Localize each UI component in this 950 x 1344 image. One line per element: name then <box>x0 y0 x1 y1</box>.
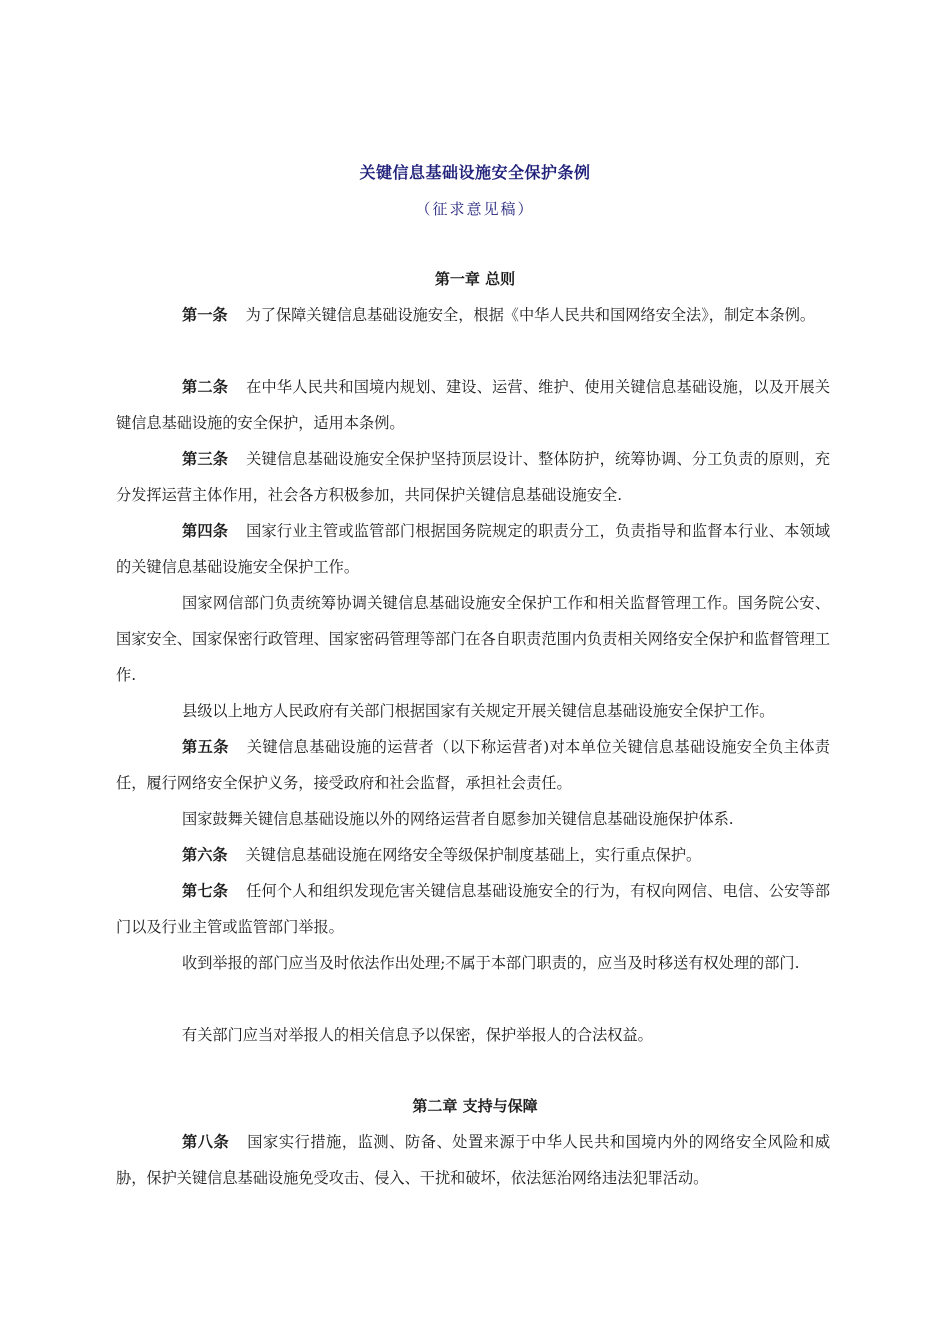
paragraph: 国家网信部门负责统筹协调关键信息基础设施安全保护工作和相关监督管理工作。国务院公安、国家安全、国家保密行政管理、国家密码管理等部门在各自职责范围内负责相关网络安全保护和监督管理工作. <box>116 594 830 684</box>
article-number: 第二条 <box>182 378 229 396</box>
document-subtitle: （征求意见稿） <box>415 200 535 218</box>
article-number: 第五条 <box>182 738 229 756</box>
article-number: 第一条 <box>182 306 228 324</box>
article-paragraph <box>116 297 830 333</box>
article-paragraph <box>116 513 830 585</box>
article-paragraph <box>116 1124 830 1196</box>
article-paragraph <box>116 729 830 801</box>
article-number: 第三条 <box>182 450 229 468</box>
article-number: 第四条 <box>182 522 229 540</box>
article-number: 第八条 <box>182 1133 230 1151</box>
chapter-heading: 第二章 支持与保障 <box>412 1097 538 1115</box>
article-paragraph <box>116 837 830 873</box>
article-text: 为了保障关键信息基础设施安全，根据《中华人民共和国网络安全法》，制定本条例。 <box>245 306 816 324</box>
article-number: 第七条 <box>182 882 229 900</box>
article-text: 在中华人民共和国境内规划、建设、运营、维护、使用关键信息基础设施，以及开展关键信息基础设施的安全保护，适用本条例。 <box>116 378 831 432</box>
article-text: 关键信息基础设施的运营者（以下称运营者)对本单位关键信息基础设施安全负主体责任，履行网络安全保护义务，接受政府和社会监督，承担社会责任。 <box>116 738 830 792</box>
chapter-heading: 第一章 总则 <box>434 270 516 288</box>
document-title: 关键信息基础设施安全保护条例 <box>359 163 591 182</box>
article-paragraph <box>116 441 830 513</box>
paragraph: 国家鼓舞关键信息基础设施以外的网络运营者自愿参加关键信息基础设施保护体系. <box>182 810 734 828</box>
article-number: 第六条 <box>182 846 228 864</box>
paragraph: 有关部门应当对举报人的相关信息予以保密，保护举报人的合法权益。 <box>182 1026 653 1044</box>
paragraph: 县级以上地方人民政府有关部门根据国家有关规定开展关键信息基础设施安全保护工作。 <box>182 702 775 720</box>
article-text: 国家行业主管或监管部门根据国务院规定的职责分工，负责指导和监督本行业、本领域的关键信息基础设施安全保护工作。 <box>116 522 831 576</box>
article-paragraph <box>116 873 830 945</box>
article-paragraph <box>116 369 830 441</box>
paragraph: 收到举报的部门应当及时依法作出处理;不属于本部门职责的，应当及时移送有权处理的部门. <box>182 954 800 972</box>
article-text: 关键信息基础设施在网络安全等级保护制度基础上，实行重点保护。 <box>245 846 702 864</box>
article-text: 国家实行措施，监测、防备、处置来源于中华人民共和国境内外的网络安全风险和威胁，保护关键信息基础设施免受攻击、侵入、干扰和破坏，依法惩治网络违法犯罪活动。 <box>116 1133 831 1187</box>
article-text: 任何个人和组织发现危害关键信息基础设施安全的行为，有权向网信、电信、公安等部门以及行业主管或监管部门举报。 <box>116 882 831 936</box>
article-text: 关键信息基础设施安全保护坚持顶层设计、整体防护，统筹协调、分工负责的原则，充分发挥运营主体作用，社会各方积极参加，共同保护关键信息基础设施安全. <box>116 450 831 504</box>
